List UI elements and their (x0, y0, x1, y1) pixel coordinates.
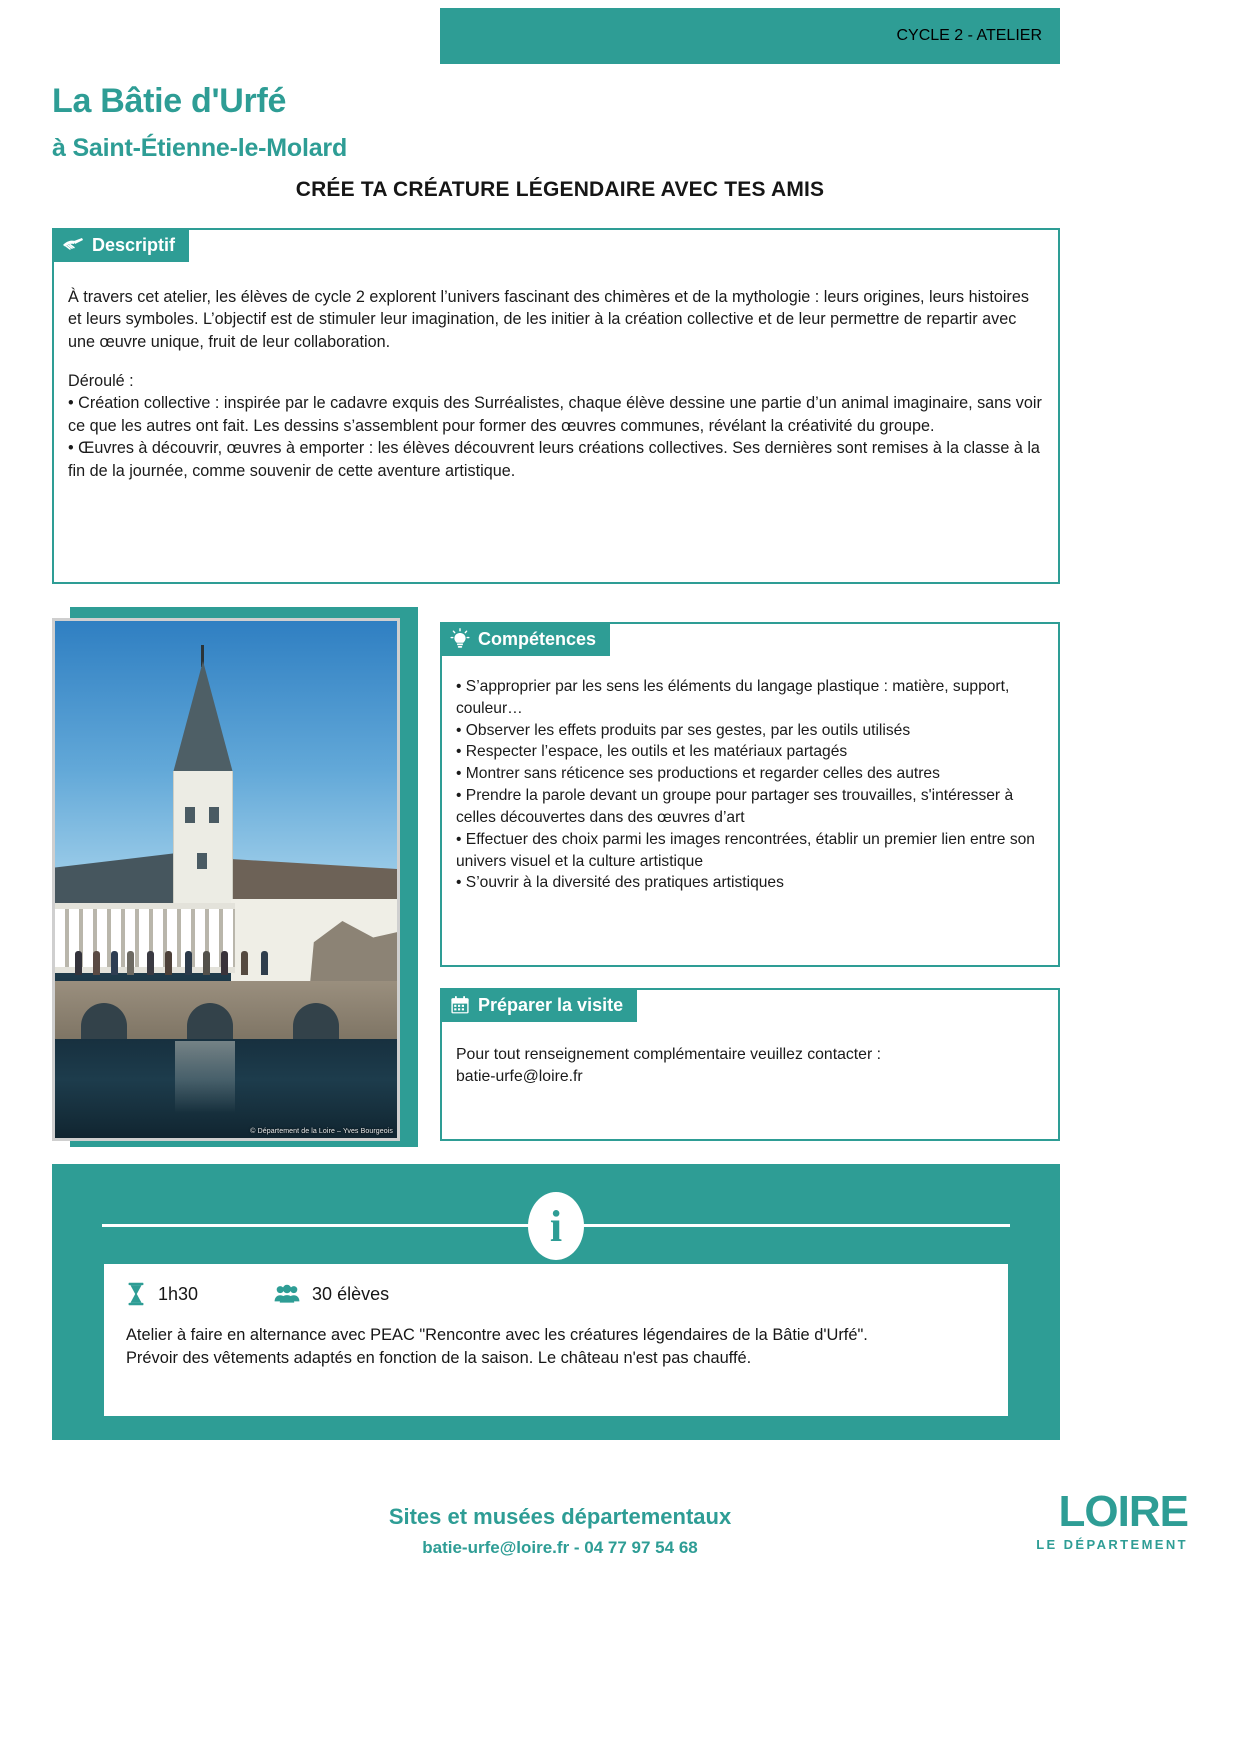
lightbulb-icon (450, 628, 470, 650)
descriptif-bullet-2: • Œuvres à découvrir, œuvres à emporter : les élèves découvrent leurs créations collectives. Ses dernières sont remises à la classe à la fin de la journée, comme souvenir de cette aventure artistique. (68, 439, 1040, 480)
footer-contact[interactable]: batie-urfe@loire.fr - 04 77 97 54 68 (422, 1538, 698, 1557)
photo-bridge-arch (293, 1003, 339, 1043)
photo-visitors (69, 951, 299, 985)
competences-item: • Montrer sans réticence ses productions et regarder celles des autres (456, 765, 940, 783)
people-icon (274, 1283, 300, 1305)
competences-item: • Prendre la parole devant un groupe pour partager ses trouvailles, s'intéresser à celles découvertes dans des œuvres d’art (456, 787, 1014, 826)
descriptif-deroule-label: Déroulé : (68, 372, 134, 391)
competences-body (442, 624, 1058, 904)
preparer-visite-line-1: Pour tout renseignement complémentaire veuillez contacter : (456, 1046, 881, 1063)
photo-tower-window (209, 807, 219, 823)
competences-item: • Effectuer des choix parmi les images rencontrées, établir un premier lien entre son univers visuel et la culture artistique (456, 830, 1035, 870)
competences-item: • S’approprier par les sens les éléments du langage plastique : matière, support, couleur… (456, 678, 1010, 717)
preparer-visite-section (440, 988, 1060, 1141)
competences-item: • Observer les effets produits par ses gestes, par les outils utilisés (456, 721, 911, 739)
group-size-label: 30 élèves (312, 1283, 390, 1304)
photo-bridge-arch (187, 1003, 233, 1043)
photo-tower-window (197, 853, 207, 869)
paragraph-spacer (68, 353, 1044, 370)
paintbrush-icon (62, 236, 84, 254)
competences-item: • Respecter l’espace, les outils et les matériaux partagés (456, 743, 848, 761)
footer-title: Sites et musées départementaux (388, 1504, 732, 1529)
loire-logo-main: LOIRE (1058, 1487, 1188, 1536)
loire-logo-sub: LE DÉPARTEMENT (1036, 1537, 1188, 1552)
photo-water-reflection (175, 1041, 235, 1113)
practical-info-section (52, 1164, 1060, 1440)
competences-section (440, 622, 1060, 967)
loire-logo (1036, 1487, 1188, 1552)
preparer-visite-badge-label: Préparer la visite (478, 994, 624, 1015)
preparer-visite-email[interactable]: batie-urfe@loire.fr (456, 1067, 583, 1085)
group-size-item (274, 1283, 389, 1305)
info-note-line-2: Prévoir des vêtements adaptés en fonction de la saison. Le château n'est pas chauffé. (126, 1349, 752, 1368)
calendar-icon (450, 995, 470, 1015)
info-note-line-1: Atelier à faire en alternance avec PEAC "Rencontre avec les créatures légendaires de la Bâtie d'Urfé". (126, 1326, 868, 1344)
cycle-banner-label: CYCLE 2 - ATELIER (896, 27, 1042, 44)
page-title: La Bâtie d'Urfé (52, 82, 287, 120)
photo-tower-roof (173, 661, 233, 773)
descriptif-bullet-1: • Création collective : inspirée par le cadavre exquis des Surréalistes, chaque élève dessine une partie d’un animal imaginaire, sans voir ce que les autres ont fait. Les dessins s’assemblent pour former des œuvres communes, révélant la créativité du groupe. (68, 394, 1042, 435)
competences-badge (440, 622, 610, 656)
page-subtitle: à Saint-Étienne-le-Molard (52, 134, 348, 162)
duration-item (126, 1282, 198, 1306)
competences-item: • S’ouvrir à la diversité des pratiques artistiques (456, 874, 784, 892)
descriptif-badge (52, 228, 189, 262)
photo-tower-window (185, 807, 195, 823)
info-card (104, 1264, 1008, 1416)
photo-tower-body (173, 771, 233, 921)
descriptif-body (54, 230, 1058, 494)
hourglass-icon (126, 1282, 146, 1306)
descriptif-badge-label: Descriptif (92, 234, 176, 255)
descriptif-section (52, 228, 1060, 584)
info-meta-row (126, 1282, 986, 1306)
preparer-visite-badge (440, 988, 637, 1022)
competences-badge-label: Compétences (478, 628, 597, 649)
info-icon: i (528, 1192, 584, 1260)
photo-frame (52, 618, 400, 1141)
info-note (126, 1324, 986, 1371)
descriptif-paragraph-1: À travers cet atelier, les élèves de cycle 2 explorent l’univers fascinant des chimères et de la mythologie : leurs origines, leurs histoires et leurs symboles. L’objectif est de stimuler leur imagination, de les initier à la création collective et de leur permettre de repartir avec une œuvre unique, fruit de leur collaboration. (68, 288, 1029, 351)
chateau-batie-urfe-photo (55, 621, 397, 1138)
workshop-title: CRÉE TA CRÉATURE LÉGENDAIRE AVEC TES AMIS (295, 178, 825, 201)
photo-bridge-arch (81, 1003, 127, 1043)
cycle-banner (440, 8, 1060, 64)
photo-credit: © Département de la Loire – Yves Bourgeois (250, 1128, 393, 1135)
duration-label: 1h30 (158, 1283, 199, 1304)
